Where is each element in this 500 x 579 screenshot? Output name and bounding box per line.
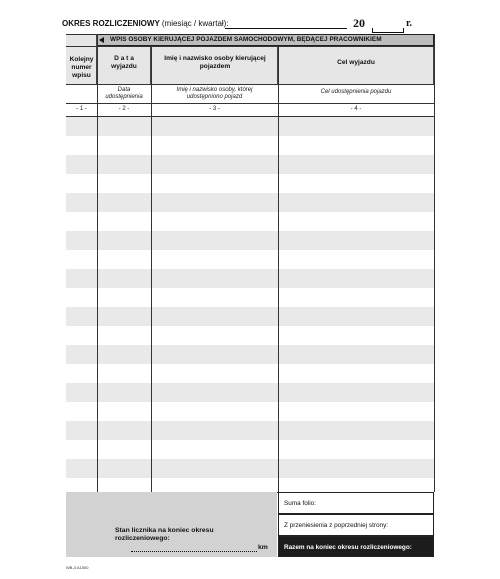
table-row[interactable] (66, 269, 434, 288)
period-title (62, 19, 229, 28)
col-num-2: - 2 - (118, 106, 130, 112)
table-right-border (434, 34, 435, 492)
col-num-4: - 4 - (350, 106, 362, 112)
head-top-line (66, 46, 434, 47)
section-arrow-icon (99, 37, 104, 43)
col-title-1: Kolejny numer wpisu (69, 56, 94, 79)
head-bottom-line (66, 84, 434, 85)
table-row[interactable] (66, 231, 434, 250)
col-title-2: D a t a wyjazdu (111, 55, 137, 70)
period-title-sub: (miesiąc / kwartał): (161, 19, 229, 28)
form-code: WB-3 A1500 (66, 565, 89, 570)
year-suffix: r. (406, 18, 413, 29)
razem-box[interactable] (278, 536, 434, 557)
col-num-1: - 1 - (76, 106, 87, 112)
num-bottom-line (66, 116, 434, 117)
table-row[interactable] (66, 421, 434, 440)
suma-folio-label: Suma folio: (284, 500, 316, 507)
period-title-label: OKRES ROZLICZENIOWY (62, 19, 160, 28)
table-row[interactable] (66, 383, 434, 402)
odometer-input-line[interactable] (131, 551, 257, 552)
col-divider-3 (278, 46, 279, 557)
col-title-3: Imię i nazwisko osoby kierującej pojazdem (164, 55, 266, 70)
col-title-4: Cel wyjazdu (337, 59, 375, 66)
col-num-3: - 3 - (209, 106, 220, 112)
col-divider-2 (151, 46, 152, 492)
przeniesienie-label: Z przeniesienia z poprzedniej strony: (284, 522, 389, 529)
col-sub-4: Cel udostępnienia pojazdu (320, 89, 392, 95)
sub-bottom-line (66, 103, 434, 104)
table-row[interactable] (66, 193, 434, 212)
odometer-label: Stan licznika na koniec okresu rozliczeniowego: (115, 527, 214, 542)
year-input-line[interactable] (372, 28, 404, 33)
razem-label: Razem na koniec okresu rozliczeniowego: (284, 544, 412, 551)
col-sub-2: Data udostępnienia (105, 87, 143, 100)
odometer-panel (66, 492, 277, 557)
section-title: WPIS OSOBY KIERUJĄCEJ POJAZDEM SAMOCHODOWYM, BĘDĄCEJ PRACOWNIKIEM (110, 36, 382, 43)
top-line-left (66, 34, 96, 35)
table-row[interactable] (66, 459, 434, 478)
table-row[interactable] (66, 307, 434, 326)
table-row[interactable] (66, 155, 434, 174)
col-sub-3: Imię i nazwisko osoby, której udostępniono pojazd (176, 87, 253, 100)
year-prefix: 20 (353, 16, 365, 30)
suma-folio-box[interactable] (278, 492, 434, 514)
przeniesienie-box[interactable] (278, 514, 434, 536)
odometer-unit: km (258, 544, 268, 551)
period-input-line[interactable] (225, 28, 347, 29)
col-divider-1 (97, 34, 98, 492)
table-row[interactable] (66, 117, 434, 136)
table-row[interactable] (66, 345, 434, 364)
